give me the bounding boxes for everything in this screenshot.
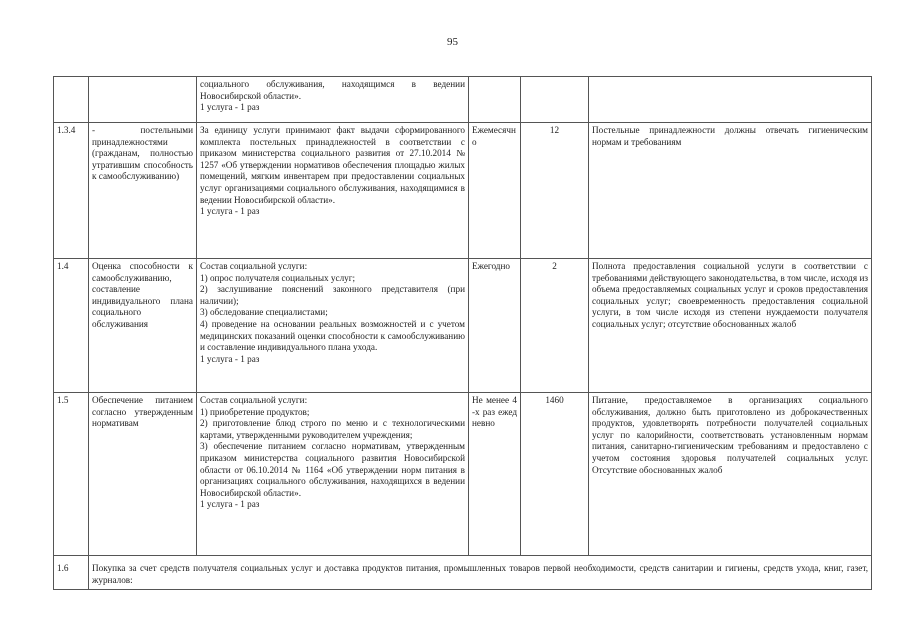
quality-cell: Питание, предоставляемое в организациях социального обслуживания, должно быть приготовлено из доброкачественных продуктов, удовлетворять потребности получателей социальных услуг по калорийности, соответствовать установленным нормам питания, санитарно-гигиеническим требованиям и предоставлено с учетом состояния здоровья получателей социальных услуг. Отсутствие обоснованных жалоб <box>589 393 872 556</box>
service-description-cell: социального обслуживания, находящимся в ведении Новосибирской области». 1 услуга - 1 раз <box>197 77 469 123</box>
row-number-cell <box>54 77 89 123</box>
table-row <box>54 259 872 393</box>
frequency-cell: Ежегодно <box>469 259 521 393</box>
table-row <box>54 77 872 123</box>
table-row <box>54 123 872 259</box>
quality-cell <box>589 77 872 123</box>
service-name-cell: Обеспечение питанием согласно утвержденным нормативам <box>89 393 197 556</box>
volume-cell: 1460 <box>521 393 589 556</box>
frequency-cell <box>469 77 521 123</box>
service-name-cell: Оценка способности к самообслуживанию, составление индивидуального плана социального обслуживания <box>89 259 197 393</box>
page-number: 95 <box>447 36 458 48</box>
frequency-cell: Не менее 4-х раз ежедневно <box>469 393 521 556</box>
table-row <box>54 393 872 556</box>
services-table <box>53 76 872 590</box>
service-name-cell <box>89 77 197 123</box>
service-description-cell: Состав социальной услуги: 1) опрос получателя социальных услуг; 2) заслушивание пояснений законного представителя (при наличии); 3) обследование специалистами; 4) проведение на основании реальных возможностей и с учетом медицинских показаний оценки способности к самообслуживанию и составление индивидуального плана ухода. 1 услуга - 1 раз <box>197 259 469 393</box>
merged-description-cell: Покупка за счет средств получателя социальных услуг и доставка продуктов питания, промышленных товаров первой необходимости, средств санитарии и гигиены, средств ухода, книг, газет, журналов: <box>89 556 872 590</box>
volume-cell: 12 <box>521 123 589 259</box>
service-description-cell: Состав социальной услуги: 1) приобретение продуктов; 2) приготовление блюд строго по меню и с технологическими картами, утвержденными руководителем учреждения; 3) обеспечение питанием согласно нормативам, утвержденным приказом министерства социального развития Новосибирской области от 06.10.2014 № 1164 «Об утверждении норм питания в организациях социального обслуживания, находящихся в ведении Новосибирской области». 1 услуга - 1 раз <box>197 393 469 556</box>
row-number-cell: 1.5 <box>54 393 89 556</box>
table-row <box>54 556 872 590</box>
service-name-cell: - постельными принадлежностями (гражданам, полностью утратившим способность к самообслуживанию) <box>89 123 197 259</box>
quality-cell: Постельные принадлежности должны отвечать гигиеническим нормам и требованиям <box>589 123 872 259</box>
quality-cell: Полнота предоставления социальной услуги в соответствии с требованиями действующего законодательства, в том числе, исходя из объема предоставляемых социальных услуг и сроков предоставления социальных услуг; своевременность предоставления социальной услуги, в том числе исходя из степени нуждаемости получателя социальных услуг; отсутствие обоснованных жалоб <box>589 259 872 393</box>
row-number-cell: 1.4 <box>54 259 89 393</box>
volume-cell: 2 <box>521 259 589 393</box>
volume-cell <box>521 77 589 123</box>
row-number-cell: 1.3.4 <box>54 123 89 259</box>
service-description-cell: За единицу услуги принимают факт выдачи сформированного комплекта постельных принадлежностей в соответствии с приказом министерства социального развития от 27.10.2014 № 1257 «Об утверждении нормативов обеспечения площадью жилых помещений, мягким инвентарем при предоставлении социальных услуг организациями социального обслуживания, находящимися в ведении Новосибирской области». 1 услуга - 1 раз <box>197 123 469 259</box>
frequency-cell: Ежемесячно <box>469 123 521 259</box>
row-number-cell: 1.6 <box>54 556 89 590</box>
